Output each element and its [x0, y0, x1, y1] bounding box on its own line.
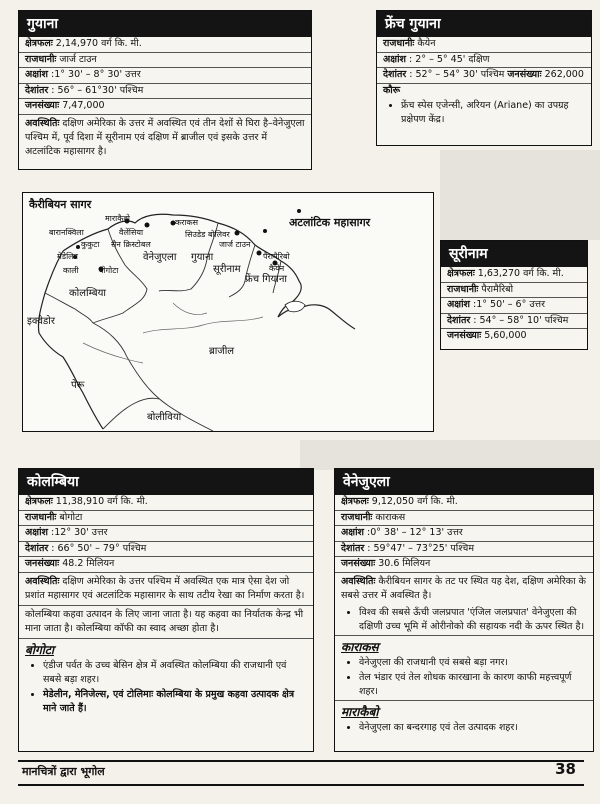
- guyana-location: अवस्थितिः दक्षिण अमेरिका के उत्तर में अवस्थित एवं तीन देशों से घिरा है–वेनेजुएला पश्चिम में, पूर्व दिशा में सूरीनाम एवं दक्षिण में ब्राजील एवं इसके उत्तर में अटलांटिक महासागर है।: [25, 117, 305, 157]
- colombia-card: [18, 468, 314, 752]
- suriname-latitude: अक्षांश :1° 50' – 6° उत्तर: [441, 298, 587, 314]
- guyana-title: गुयाना: [19, 11, 311, 37]
- caracas-heading: काराकस: [335, 635, 593, 655]
- background-shade: [300, 440, 600, 470]
- bogota-bullet: • एंडीज पर्वत के उच्च बेसिन क्षेत्र में अवस्थित कोलम्बिया की राजधानी एवं सबसे बड़ा शहर।: [43, 659, 307, 687]
- city-cayenne: कैयेन: [269, 264, 285, 273]
- colombia-title: कोलम्बिया: [19, 469, 313, 495]
- colombia-coffee: कोलम्बिया कहवा उत्पादन के लिए जाना जाता है। यह कहवा का निर्यातक केन्द्र भी माना जाता है। कोलम्बिया कॉफी का स्वाद अच्छा होता है।: [19, 605, 313, 638]
- country-guyana: गुयाना: [191, 252, 214, 263]
- coffee-regions-bullet: • मेडेलीन, मेनिजेल्स, एवं टोलिमाः कोलम्बिया के प्रमुख कहवा उत्पादक क्षेत्र माने जाते हैं।: [43, 688, 307, 716]
- city-barranquilla: बारानक्विला: [49, 228, 84, 237]
- french-guiana-title: फ्रेंच गुयाना: [377, 11, 591, 37]
- book-title: मानचित्रों द्वारा भूगोल: [22, 765, 105, 778]
- city-georgetown: जार्ज टाउन: [219, 240, 251, 249]
- atlantic-ocean-label: अटलांटिक महासागर: [289, 216, 371, 229]
- colombia-capital: राजधानीः बोगोटा: [19, 511, 313, 527]
- city-maracaibo: माराकैबो: [105, 214, 130, 223]
- french-guiana-capital: राजधानीः कैयेन: [377, 37, 591, 53]
- french-guiana-card: [376, 10, 592, 146]
- suriname-longitude: देशांतर : 54° – 58° 10' पश्चिम: [441, 314, 587, 330]
- country-ecuador: इक्वेडोर: [27, 316, 55, 327]
- country-venezuela: वेनेजुएला: [143, 252, 177, 263]
- city-medellin: मेडेलिन: [57, 252, 78, 261]
- city-paramaribo: पैरामैरिबो: [263, 252, 290, 261]
- french-guiana-latitude: अक्षांश : 2° – 5° 45' दक्षिण: [377, 53, 591, 69]
- venezuela-capital: राजधानीः काराकस: [335, 511, 593, 527]
- country-french-guiana: फ्रेंच गियाना: [245, 274, 287, 285]
- country-peru: पेरू: [71, 380, 85, 391]
- colombia-population: जनसंख्याः 48.2 मिलियन: [19, 557, 313, 573]
- colombia-location: अवस्थितिः दक्षिण अमेरिका के उत्तर पश्चिम में अवस्थित एक मात्र ऐसा देश जो प्रशांत महासागर एवं अटलांटिक महासागर के साथ तटीय रेखा का निर्माण करता है।: [25, 575, 305, 601]
- venezuela-card: [334, 468, 594, 752]
- venezuela-population: जनसंख्याः 30.6 मिलियन: [335, 557, 593, 573]
- caracas-bullet: • तेल भंडार एवं तेल शोधक कारखाना के कारण काफी महत्त्वपूर्ण शहर।: [359, 671, 587, 699]
- venezuela-list: [335, 606, 593, 634]
- background-shade: [440, 150, 600, 240]
- kourou-bullet: • फ्रेंच स्पेस एजेन्सी, अरियन (Ariane) का उपग्रह प्रक्षेपण केंद्र।: [401, 99, 585, 127]
- suriname-population: जनसंख्याः 5,60,000: [447, 330, 527, 341]
- guyana-longitude: देशांतर : 56° – 61°30' पश्चिम: [19, 84, 311, 100]
- caribbean-sea-label: कैरीबियन सागर: [29, 198, 92, 211]
- colombia-longitude: देशांतर : 66° 50' – 79° पश्चिम: [19, 542, 313, 558]
- colombia-area: क्षेत्रफलः 11,38,910 वर्ग कि. मी.: [19, 495, 313, 511]
- venezuela-area: क्षेत्रफलः 9,12,050 वर्ग कि. मी.: [335, 495, 593, 511]
- angel-falls-bullet: • विश्व की सबसे ऊँची जलप्रपात 'एंजिल जलप्रपात' वेनेजुएला की दक्षिणी उच्च भूमि में ओरीनोको की सहायक नदी के ऊपर स्थित है।: [359, 606, 587, 634]
- country-bolivia: बोलीविया: [147, 412, 182, 423]
- south-america-map: [22, 192, 434, 432]
- venezuela-location: अवस्थितिः कैरीबियन सागर के तट पर स्थित यह देश, दक्षिण अमेरिका के सबसे उत्तर में अवस्थित है।: [341, 575, 586, 601]
- kourou-list: [377, 99, 591, 127]
- country-brazil: ब्राजील: [209, 346, 235, 357]
- city-san-cristobal: सैन क्रिस्टोबल: [111, 240, 151, 249]
- venezuela-longitude: देशांतर : 59°47' – 73°25' पश्चिम: [335, 542, 593, 558]
- city-valencia: वैलेंसिया: [119, 228, 144, 237]
- venezuela-latitude: अक्षांश :0° 38' – 12° 13' उत्तर: [335, 526, 593, 542]
- suriname-card: [440, 240, 588, 350]
- country-colombia: कोलम्बिया: [69, 288, 106, 299]
- kourou-heading: कौरू: [383, 84, 401, 96]
- guyana-area: क्षेत्रफलः 2,14,970 वर्ग कि. मी.: [19, 37, 311, 53]
- city-cali: काली: [63, 266, 79, 275]
- maracaibo-list: [335, 721, 593, 735]
- maracaibo-bullet: • वेनेजुएला का बन्दरगाह एवं तेल उत्पादक शहर।: [359, 721, 587, 735]
- guyana-card: [18, 10, 312, 170]
- suriname-area: क्षेत्रफलः 1,63,270 वर्ग कि. मी.: [441, 267, 587, 283]
- city-cucuta: कुकुटा: [81, 240, 100, 249]
- bogota-heading: बोगोटा: [19, 638, 313, 658]
- page-number: 38: [555, 760, 576, 778]
- city-ciudad-bolivar: सिउडेड बोलिवर: [185, 230, 230, 239]
- venezuela-title: वेनेजुएला: [335, 469, 593, 495]
- guyana-latitude: अक्षांश :1° 30' – 8° 30' उत्तर: [19, 68, 311, 84]
- country-suriname: सूरीनाम: [213, 264, 241, 275]
- page-footer: [18, 760, 584, 786]
- colombia-latitude: अक्षांश :12° 30' उत्तर: [19, 526, 313, 542]
- bogota-list: [19, 659, 313, 716]
- suriname-title: सूरीनाम: [441, 241, 587, 267]
- french-guiana-longitude: देशांतर : 52° – 54° 30' पश्चिम जनसंख्याः 262,000: [377, 68, 591, 84]
- guyana-population: जनसंख्याः 7,47,000: [19, 99, 311, 115]
- caracas-bullet: • वेनेजुएला की राजधानी एवं सबसे बड़ा नगर।: [359, 656, 587, 670]
- city-caracas: कराकस: [175, 218, 199, 227]
- maracaibo-heading: माराकैबो: [335, 700, 593, 720]
- guyana-capital: राजधानीः जार्ज टाउन: [19, 53, 311, 69]
- city-bogota: बोगोटा: [99, 266, 119, 275]
- suriname-capital: राजधानीः पैरामैरिबो: [441, 283, 587, 299]
- caracas-list: [335, 656, 593, 699]
